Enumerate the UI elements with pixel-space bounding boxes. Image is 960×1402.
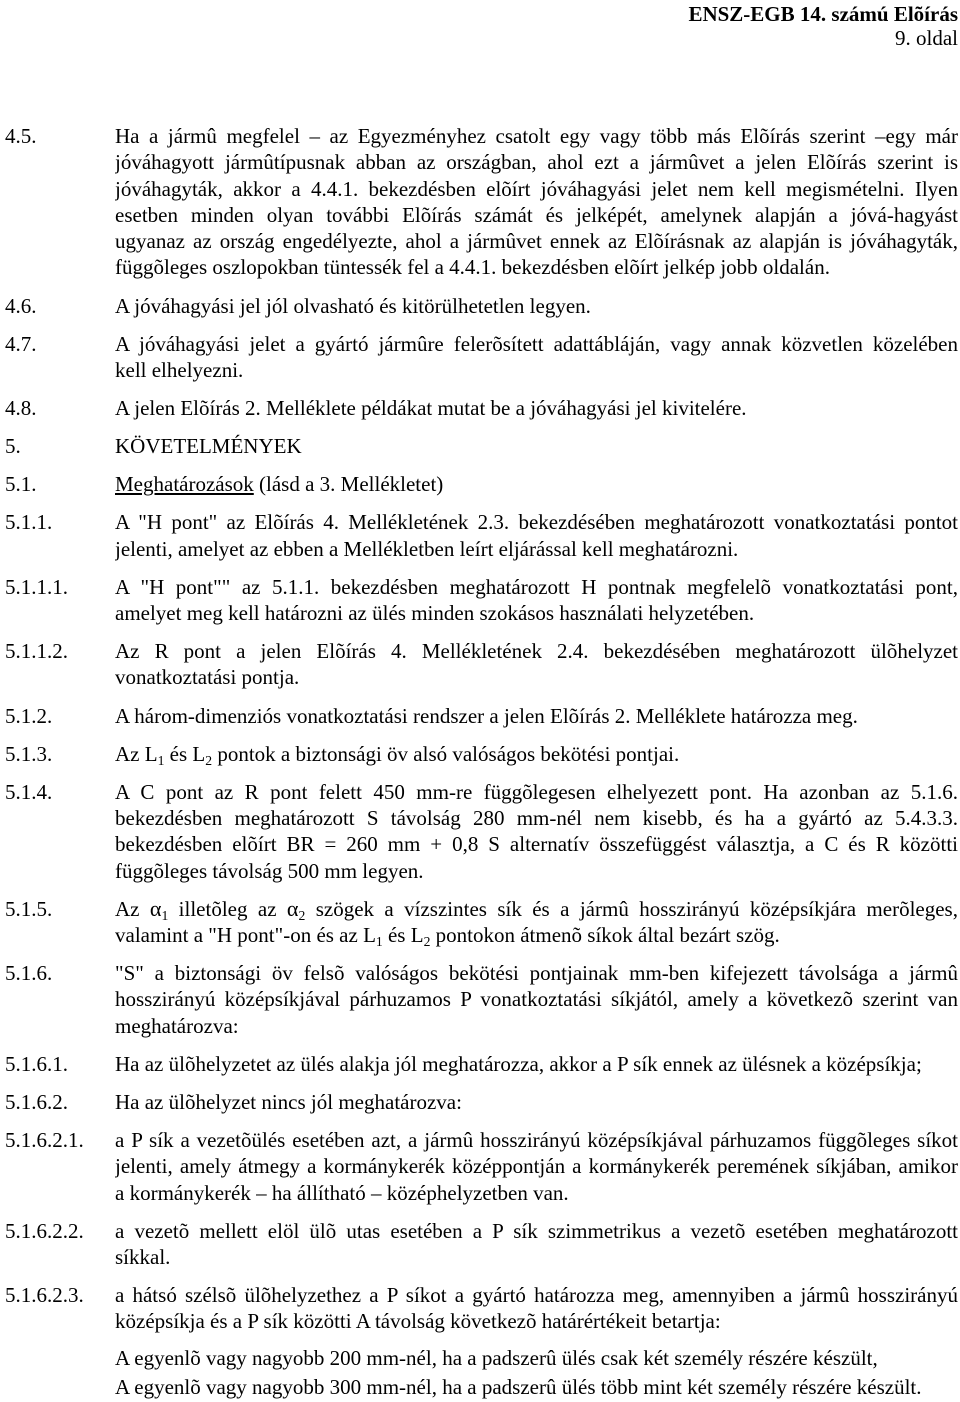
text-segment: Az L [115, 741, 158, 766]
section-number: 4.5. [5, 124, 37, 148]
section-5-1-1-1 [0, 574, 960, 627]
section-number: 5.1.3. [5, 741, 53, 766]
text-line: függõleges távolság 500 mm legyen. [115, 858, 424, 883]
text-line: jelenti, amelyet az ebben a Mellékletben leírt eljárással kell meghatározni. [115, 536, 739, 561]
text-line: a vezetõ mellett elöl ülõ utas esetében a P sík szimmetrikus a vezetõ esetében meghatározott [115, 1218, 958, 1243]
section-text [115, 1089, 958, 1115]
text-segment: pontokon átmenõ síkok által bezárt szög. [430, 922, 780, 947]
text-line: esetben minden olyan további Elõírás számát és jelképét, amelynek alapján a jóvá-hagyást [115, 202, 958, 227]
section-text [115, 331, 958, 384]
text-line: A C pont az R pont felett 450 mm-re függõlegesen elhelyezett pont. Ha azonban az 5.1.6. [115, 779, 958, 804]
section-number: 5.1. [5, 472, 37, 497]
text-segment: szögek a vízszintes sík és a jármû hosszirányú középsíkjára merõleges, [305, 896, 958, 921]
text-line [115, 922, 958, 948]
section-number: 5. [5, 434, 21, 459]
text-segment: valamint a "H pont"-on és az L [115, 922, 376, 947]
section-5-1-6-2-2 [0, 1218, 960, 1271]
section-4-7 [0, 331, 960, 384]
section-text [115, 741, 958, 767]
text-segment: (lásd a 3. Mellékletet) [253, 472, 444, 497]
section-5 [0, 433, 960, 459]
section-5-1-6-1 [0, 1051, 960, 1077]
section-number: 4.7. [5, 331, 37, 356]
text-line: amelyet meg kell határozni az ülés minden szokásos használati helyzetében. [115, 601, 755, 626]
limit-line: A egyenlõ vagy nagyobb 200 mm-nél, ha a padszerû ülés csak két személy részére készült, [115, 1345, 878, 1370]
alpha-symbol: α [149, 895, 162, 921]
subscript: 2 [205, 752, 213, 767]
section-text [115, 1282, 958, 1400]
section-text [115, 395, 958, 421]
section-text [115, 509, 958, 562]
section-5-1-2 [0, 703, 960, 729]
section-number: 4.6. [5, 293, 37, 318]
text-line: jóváhagyták, akkor a 4.4.1. bekezdésben elõírt jóváhagyási jelet nem kell megismételni. Ilyen [115, 176, 958, 201]
section-text [115, 293, 958, 319]
section-5-1-5 [0, 896, 960, 949]
section-number: 5.1.1. [5, 510, 53, 535]
section-text [115, 1051, 958, 1077]
text-segment: pontok a biztonsági öv alsó valóságos bekötési pontjai. [212, 741, 680, 766]
text-line: bekezdésben meghatározott S távolság 280 mm-nél nem kisebb, és ha a gyártó az 5.4.3.3. [115, 806, 958, 830]
text-line: vonatkoztatási pontja. [115, 665, 300, 690]
text-line: a P sík a vezetõülés esetében azt, a jármû hosszirányú középsíkjával párhuzamos függõleges síkot [115, 1127, 958, 1152]
page-number: 9. oldal [895, 26, 958, 50]
text-line: Ha az ülõhelyzetet az ülés alakja jól meghatározza, akkor a P sík ennek az ülésnek a középsíkja; [115, 1051, 922, 1076]
section-text [115, 703, 958, 729]
text-line: a hátsó szélsõ ülõhelyzethez a P síkot a gyártó határozza meg, amennyiben a jármû hosszirányú [115, 1283, 958, 1308]
section-5-1 [0, 471, 960, 497]
section-number: 5.1.6.2. [5, 1089, 68, 1114]
document-body [0, 123, 960, 1400]
limit-line: A egyenlõ vagy nagyobb 300 mm-nél, ha a padszerû ülés több mint két személy részére készült. [115, 1374, 922, 1399]
section-text [115, 638, 958, 691]
section-number: 5.1.6.2.1. [5, 1127, 84, 1152]
text-line: Ha a jármû megfelel – az Egyezményhez csatolt egy vagy több más Elõírás szerint –egy már [115, 124, 958, 148]
section-text [115, 960, 958, 1039]
subscript: 2 [298, 907, 306, 922]
page-header [688, 2, 958, 50]
section-number: 5.1.1.1. [5, 574, 68, 599]
section-text [115, 1127, 958, 1206]
section-text [115, 433, 958, 459]
section-5-1-1 [0, 509, 960, 562]
document-title: ENSZ-EGB 14. számú Elõírás [688, 2, 958, 26]
subscript: 1 [375, 934, 383, 949]
section-number: 5.1.6.2.2. [5, 1218, 84, 1243]
text-line: a kormánykerék – ha állítható – középhelyzetben van. [115, 1180, 569, 1205]
text-segment: és L [382, 922, 424, 947]
section-number: 5.1.6.1. [5, 1051, 68, 1076]
section-5-1-6-2 [0, 1089, 960, 1115]
text-line: A jóváhagyási jel jól olvasható és kitörülhetetlen legyen. [115, 293, 591, 318]
section-text [115, 779, 958, 884]
section-number: 5.1.1.2. [5, 639, 68, 664]
text-line: kell elhelyezni. [115, 357, 244, 382]
section-text [115, 1218, 958, 1271]
text-line: Az R pont a jelen Elõírás 4. Mellékletének 2.4. bekezdésében meghatározott ülõhelyzet [115, 639, 958, 664]
subscript: 2 [423, 934, 431, 949]
underlined-term: Meghatározások [115, 472, 254, 497]
section-5-1-4 [0, 779, 960, 884]
section-number: 5.1.6.2.3. [5, 1283, 84, 1308]
text-line: bekezdésben elõírt BR = 260 mm + 0,8 S alternatív összefüggést választja, a C és R közötti [115, 832, 958, 857]
section-4-6 [0, 293, 960, 319]
text-line: jóváhagyott jármûtípusnak abban az országban, ahol ezt a jármûvet a jelen Elõírás szerint is [115, 150, 958, 175]
text-line: függõleges oszlopokban tüntessék fel a 4.4.1. bekezdésben elõírt jelkép jobb oldalán. [115, 255, 830, 280]
text-line: A három-dimenziós vonatkoztatási rendszer a jelen Elõírás 2. Melléklete határozza meg. [115, 703, 858, 728]
section-number: 5.1.6. [5, 961, 53, 986]
section-5-1-6 [0, 960, 960, 1039]
section-5-1-1-2 [0, 638, 960, 691]
section-number: 5.1.5. [5, 896, 53, 921]
section-number: 5.1.4. [5, 779, 53, 804]
section-5-1-6-2-1 [0, 1127, 960, 1206]
text-line: A jóváhagyási jelet a gyártó jármûre felerõsített adattábláján, vagy annak közvetlen közelében [115, 331, 958, 356]
text-line: A "H pont"" az 5.1.1. bekezdésben meghatározott H pontnak megfelelõ vonatkoztatási pont, [115, 574, 958, 599]
alpha-symbol: α [286, 895, 299, 921]
subscript: 1 [157, 752, 165, 767]
section-5-1-3 [0, 741, 960, 767]
text-line [115, 471, 958, 497]
section-text [115, 896, 958, 949]
text-line: A "H pont" az Elõírás 4. Mellékletének 2.3. bekezdésében meghatározott vonatkoztatási pontot [115, 510, 958, 535]
section-text [115, 123, 958, 281]
section-text [115, 574, 958, 627]
text-line: középsíkja és a P sík közötti A távolság következõ határértékeit betartja: [115, 1309, 721, 1334]
section-text [115, 471, 958, 497]
subscript: 1 [161, 907, 169, 922]
text-line: Ha az ülõhelyzet nincs jól meghatározva: [115, 1089, 462, 1114]
text-line: jelenti, amely átmegy a kormánykerék középpontján a kormánykerék peremének síkjában, amikor [115, 1154, 958, 1179]
text-line [115, 896, 958, 922]
section-heading: KÖVETELMÉNYEK [115, 434, 302, 459]
section-4-8 [0, 395, 960, 421]
section-number: 5.1.2. [5, 703, 53, 728]
text-line: "S" a biztonsági öv felsõ valóságos bekötési pontjainak mm-ben kifejezett távolsága a jármû [115, 961, 958, 986]
text-segment: Az [115, 896, 150, 921]
text-line: meghatározva: [115, 1013, 239, 1038]
text-line: síkkal. [115, 1244, 171, 1269]
text-segment: illetõleg az [168, 896, 287, 921]
text-line [115, 741, 958, 767]
text-line: hosszirányú középsíkjával párhuzamos P vonatkoztatási síkjától, amely a következõ szerint van [115, 987, 958, 1012]
text-line: ugyanaz az ország engedélyezte, ahol a jármûvet ennek az Elõírásnak az alapján is jóváhagyták, [115, 229, 958, 254]
section-4-5 [0, 123, 960, 281]
section-5-1-6-2-3 [0, 1282, 960, 1400]
text-line: A jelen Elõírás 2. Melléklete példákat mutat be a jóváhagyási jel kivitelére. [115, 396, 747, 421]
section-number: 4.8. [5, 396, 37, 421]
text-segment: és L [164, 741, 206, 766]
